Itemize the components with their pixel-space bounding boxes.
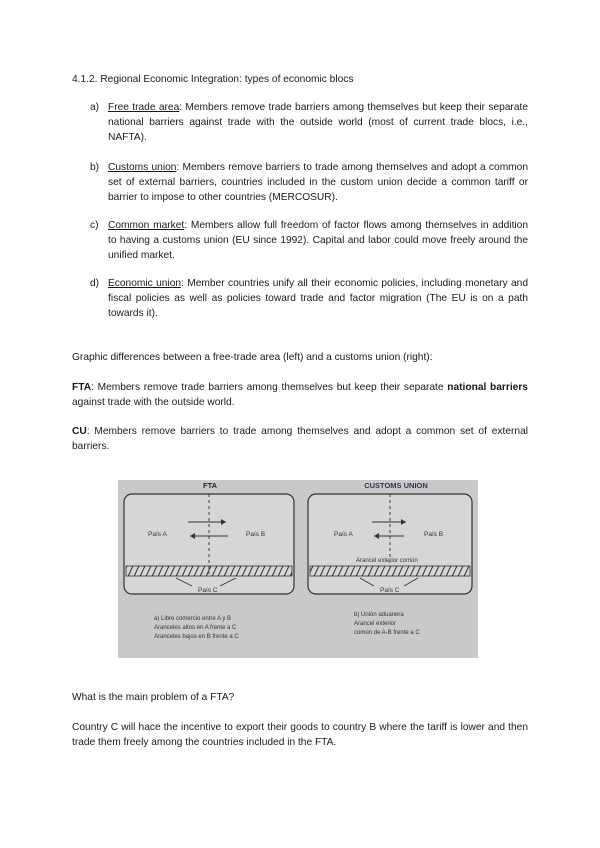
bloc-list [90, 100, 528, 145]
fta-label: FTA [72, 382, 92, 393]
fta-definition [72, 380, 528, 410]
list-item [90, 160, 528, 205]
bloc-description: : Member countries unify all their economic policies, including monetary and fiscal policies as well as policies toward trade and factor migration (The EU is on a path towards it). [108, 278, 528, 319]
bloc-term: Customs union [108, 162, 177, 173]
fta-vs-customs-union-figure [118, 480, 478, 658]
list-marker: a) [90, 102, 100, 113]
bloc-description: : Members remove barriers to trade among themselves and adopt a common set of external barriers, countries included in the custom union decide a common tariff or barrier to impose to other countries (MERCOSUR). [108, 162, 528, 203]
cu-definition [72, 424, 528, 454]
bloc-list [90, 276, 528, 321]
cu-caption-line: común de A-B frente a C [354, 630, 420, 636]
fta-pais-c: País C [198, 587, 218, 594]
bloc-description: : Members remove trade barriers among themselves but keep their separate national barriers against trade with the outside world (most of current trade blocs, i.e., NAFTA). [108, 102, 528, 143]
fta-text: : Members remove trade barriers among themselves but keep their separate [91, 382, 448, 393]
fta-pais-b: País B [246, 531, 266, 538]
graphic-intro: Graphic differences between a free-trade area (left) and a customs union (right): [72, 352, 433, 363]
bloc-list [90, 218, 528, 263]
list-marker: c) [90, 220, 99, 231]
figure-diagram [118, 480, 478, 658]
cu-caption-line: Arancel exterior [354, 621, 397, 627]
question: What is the main problem of a FTA? [72, 692, 235, 703]
fta-title: FTA [202, 481, 218, 490]
fta-caption-line: Aranceles bajos en B frente a C [154, 634, 239, 640]
list-marker: d) [90, 278, 100, 289]
cu-arancel-comun: Arancel exterior común [356, 558, 418, 564]
bloc-term: Free trade area [108, 102, 180, 113]
cu-caption-line: b) Unión aduanera [354, 612, 404, 618]
fta-caption-line: a) Libre comercio entre A y B [154, 616, 232, 622]
list-item [90, 100, 528, 145]
cu-pais-b: País B [424, 531, 444, 538]
fta-caption-line: Aranceles altos en A frente a C [154, 625, 237, 631]
list-item [90, 218, 528, 263]
bloc-description: : Members allow full freedom of factor flows among themselves in addition to having a customs union (EU since 1992). Capital and labor could move freely around the unified market. [108, 220, 528, 261]
fta-text-end: against trade with the outside world. [72, 397, 235, 408]
bloc-term: Common market [108, 220, 185, 231]
bloc-list [90, 160, 528, 205]
customs-union-title: CUSTOMS UNION [364, 481, 428, 490]
answer: Country C will hace the incentive to export their goods to country B where the tariff is lower and then trade them freely among the countries included in the FTA. [72, 722, 528, 748]
cu-label: CU [72, 426, 87, 437]
cu-pais-c: País C [380, 587, 400, 594]
cu-border-barrier [310, 566, 470, 576]
cu-text: : Members remove barriers to trade among themselves and adopt a common set of external barriers. [72, 426, 528, 452]
fta-bold-term: national barriers [447, 382, 528, 393]
cu-pais-a: País A [334, 531, 353, 538]
section-heading: 4.1.2. Regional Economic Integration: types of economic blocs [72, 74, 354, 85]
bloc-term: Economic union [108, 278, 182, 289]
list-marker: b) [90, 162, 100, 173]
fta-pais-a: País A [148, 531, 167, 538]
list-item [90, 276, 528, 321]
